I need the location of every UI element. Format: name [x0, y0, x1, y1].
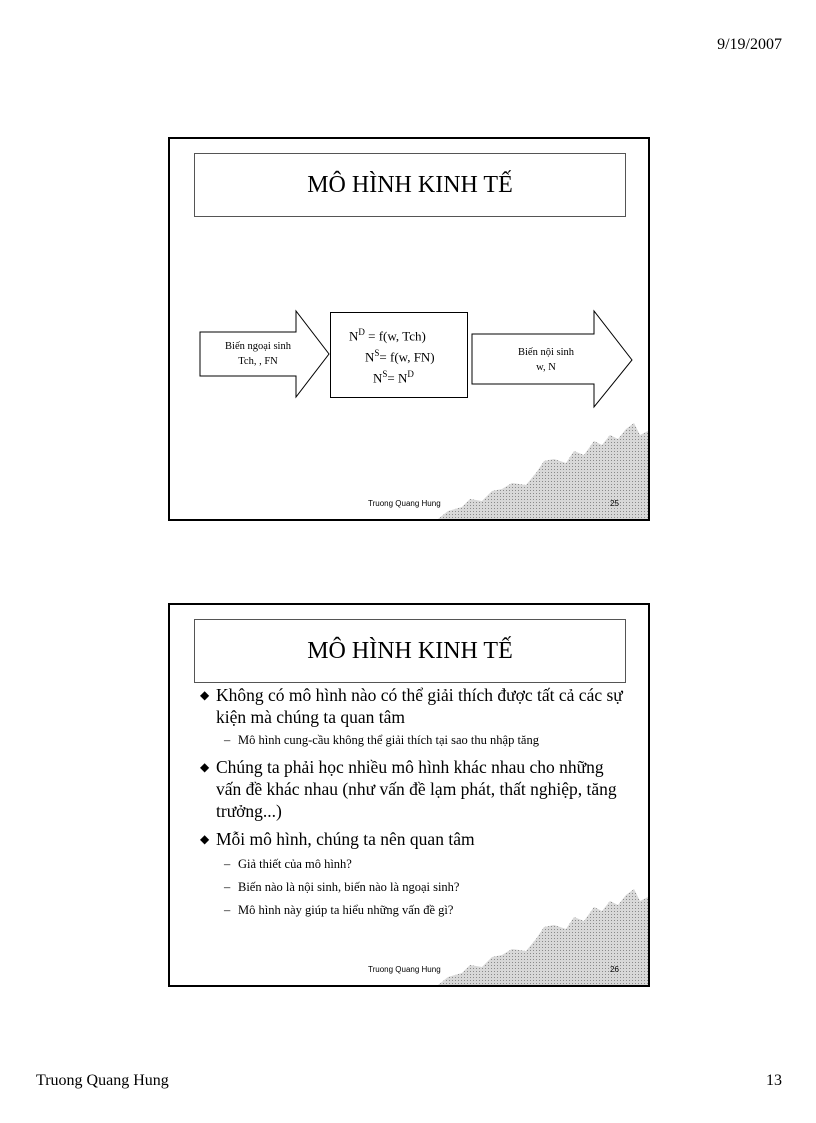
equations-box [330, 312, 468, 398]
equation-demand: $N^D = f(w$, Tch) [349, 327, 426, 344]
page-footer-author: Truong Quang Hung [36, 1072, 169, 1089]
diamond-bullet-icon: ◆ [200, 832, 210, 846]
endogenous-title: Biến nội sinh [517, 347, 574, 358]
sub-bullet-item: – Mô hình cung-cầu không thể giải thích tại sao thu nhập tăng [224, 733, 539, 747]
bullet-list [198, 684, 628, 921]
equation-equilibrium: $N^S= N^D$ [373, 369, 414, 386]
slide-number: 25 [610, 499, 619, 508]
exogenous-title: Biến ngoại sinh [225, 341, 291, 352]
slide-author: Truong Quang Hung [368, 499, 441, 508]
slide-26 [168, 603, 650, 987]
sub-bullet-item: – Mô hình này giúp ta hiểu những vấn đề gì? [224, 903, 454, 917]
slide-title: MÔ HÌNH KINH TẾ [194, 619, 626, 683]
equation-supply: $N^S= f(w$, FN) [365, 348, 435, 365]
endogenous-vars: w, N [536, 362, 556, 373]
slide-25 [168, 137, 650, 521]
bullet-item: ◆ Mỗi mô hình, chúng ta nên quan tâm [200, 829, 475, 849]
bullet-item: ◆ Chúng ta phải học nhiều mô hình khác nhau cho những vấn đề khác nhau (như vấn đề lạm phát, thất nghiệp, tăng trưởng...) [200, 757, 617, 821]
exogenous-vars: Tch, , FN [238, 356, 278, 367]
page-date: 9/19/2007 [717, 36, 782, 53]
diamond-bullet-icon: ◆ [200, 760, 210, 774]
slide-title: MÔ HÌNH KINH TẾ [194, 153, 626, 217]
right-arrow-label [496, 345, 596, 375]
sub-bullet-item: – Giả thiết của mô hình? [224, 857, 352, 871]
left-arrow-label [202, 339, 314, 369]
sub-bullet-item: – Biến nào là nội sinh, biến nào là ngoại sinh? [224, 880, 460, 894]
page-number: 13 [766, 1072, 782, 1089]
bullet-item: ◆ Không có mô hình nào có thể giải thích được tất cả các sự kiện mà chúng ta quan tâm [200, 685, 623, 727]
slide-number: 26 [610, 965, 619, 974]
diamond-bullet-icon: ◆ [200, 688, 210, 702]
slide-author: Truong Quang Hung [368, 965, 441, 974]
